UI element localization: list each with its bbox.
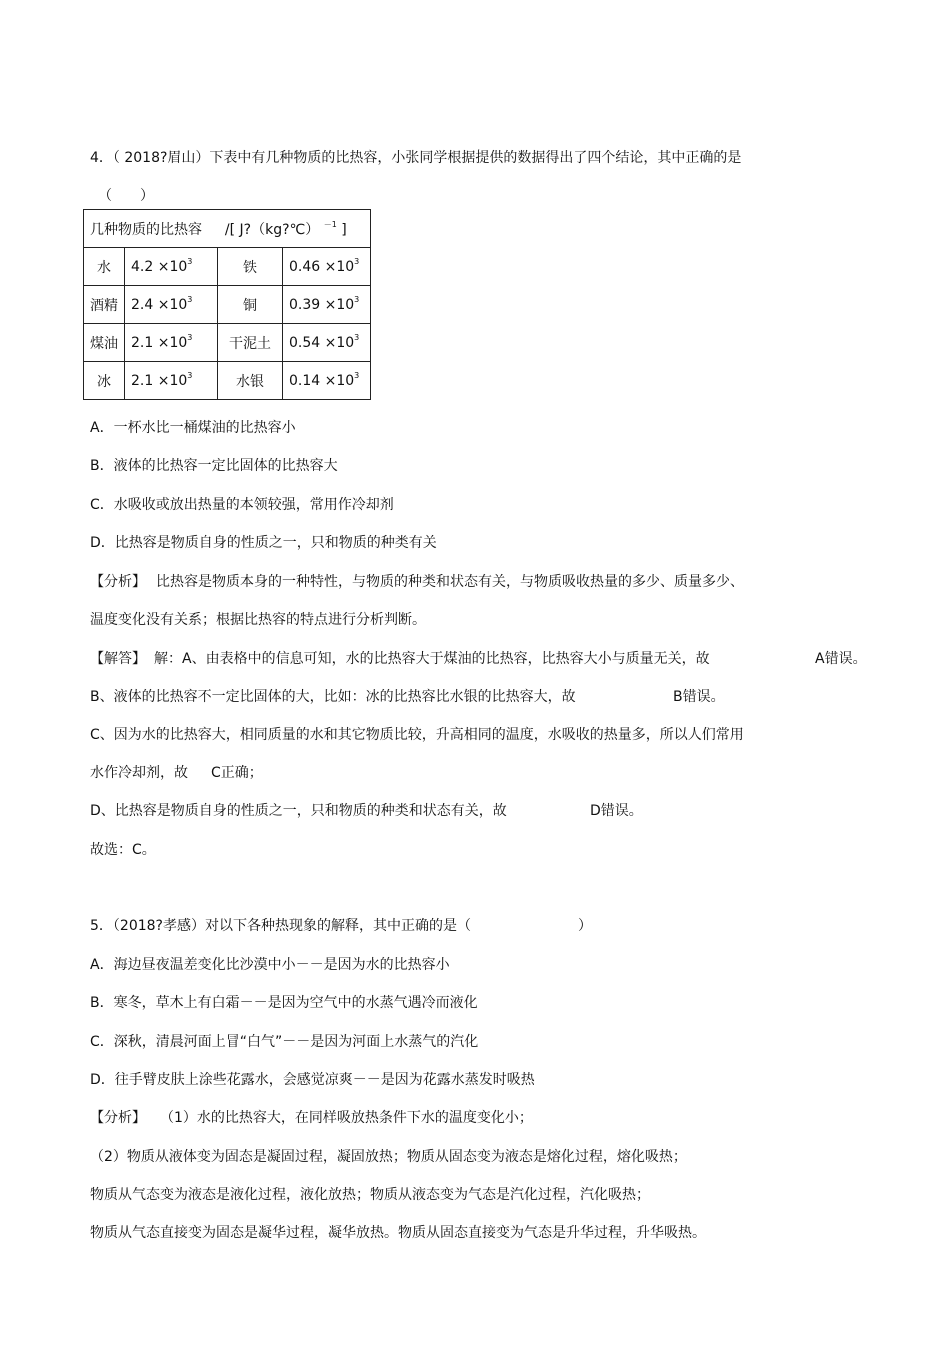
table-row <box>84 248 371 286</box>
substance-cell: 水银 <box>218 362 283 400</box>
q5-stem: 5．（2018?孝感）对以下各种热现象的解释，其中正确的是（ <box>90 918 471 934</box>
q4-solution-b-end: B错误。 <box>673 689 725 705</box>
q4-solution-c-cont: 水作冷却剂，故 <box>90 765 188 781</box>
q4-solution-c-end: C正确； <box>211 765 263 781</box>
substance-cell: 干泥土 <box>218 324 283 362</box>
table-row <box>84 362 371 400</box>
q5-analysis-line4: 物质从气态直接变为固态是凝华过程，凝华放热。物质从固态直接变为气态是升华过程，升华吸热。 <box>90 1225 706 1241</box>
q4-option-d: D．比热容是物质自身的性质之一，只和物质的种类有关 <box>90 535 437 551</box>
value-cell: $0.14 \times 10^3$ <box>283 362 371 400</box>
value-cell: $2.4 \times 10^3$ <box>125 286 218 324</box>
q4-analysis-cont: 温度变化没有关系；根据比热容的特点进行分析判断。 <box>90 612 426 628</box>
q4-solution-a: 【解答】 解：A、由表格中的信息可知，水的比热容大于煤油的比热容，比热容大小与质量无关，故 <box>90 651 710 667</box>
table-caption: 几种物质的比热容 <box>90 221 202 238</box>
table-unit-close: ] <box>341 221 347 238</box>
table-header-row <box>84 210 371 248</box>
q4-analysis <box>90 572 744 592</box>
table-row <box>84 324 371 362</box>
table-unit-exponent: －1 <box>323 219 337 229</box>
q4-solution-a-end: A错误。 <box>815 651 867 667</box>
substance-cell: 铜 <box>218 286 283 324</box>
analysis-label: 【分析】 <box>90 1110 146 1126</box>
q4-solution-d: D、比热容是物质自身的性质之一，只和物质的种类和状态有关，故 <box>90 803 507 819</box>
substance-cell: 冰 <box>84 362 125 400</box>
q4-solution-d-end: D错误。 <box>590 803 643 819</box>
q4-solution-b: B、液体的比热容不一定比固体的大，比如：冰的比热容比水银的比热容大，故 <box>90 689 576 705</box>
value-cell: $2.1 \times 10^3$ <box>125 324 218 362</box>
table-unit: /[ J?（kg?℃） <box>224 221 320 238</box>
q4-stem: 4．（ 2018?眉山）下表中有几种物质的比热容，小张同学根据提供的数据得出了四个结论，其中正确的是 <box>90 150 742 166</box>
q5-option-a: A．海边昼夜温差变化比沙漠中小－－是因为水的比热容小 <box>90 957 450 973</box>
value-cell: $4.2 \times 10^3$ <box>125 248 218 286</box>
substance-cell: 铁 <box>218 248 283 286</box>
analysis-label: 【分析】 <box>90 574 146 590</box>
q5-analysis-line3: 物质从气态变为液态是液化过程，液化放热；物质从液态变为气态是汽化过程，汽化吸热； <box>90 1187 650 1203</box>
q5-stem-end: ） <box>578 918 592 934</box>
substance-cell: 煤油 <box>84 324 125 362</box>
q5-analysis-line2: （2）物质从液体变为固态是凝固过程，凝固放热；物质从固态变为液态是熔化过程，熔化吸热； <box>90 1149 687 1165</box>
substance-cell: 水 <box>84 248 125 286</box>
analysis-text: （1）水的比热容大，在同样吸放热条件下水的温度变化小； <box>160 1110 533 1126</box>
value-cell: $0.54 \times 10^3$ <box>283 324 371 362</box>
q5-option-d: D．往手臂皮肤上涂些花露水，会感觉凉爽－－是因为花露水蒸发时吸热 <box>90 1072 535 1088</box>
value-cell: $0.46 \times 10^3$ <box>283 248 371 286</box>
specific-heat-table <box>83 209 371 400</box>
q4-option-a: A．一杯水比一桶煤油的比热容小 <box>90 420 296 436</box>
analysis-text: 比热容是物质本身的一种特性，与物质的种类和状态有关，与物质吸收热量的多少、质量多少、 <box>156 574 744 590</box>
value-cell: $0.39 \times 10^3$ <box>283 286 371 324</box>
q5-option-c: C．深秋，清晨河面上冒“白气”－－是因为河面上水蒸气的汽化 <box>90 1034 479 1050</box>
q5-option-b: B．寒冬，草木上有白霜－－是因为空气中的水蒸气遇冷而液化 <box>90 995 478 1011</box>
substance-cell: 酒精 <box>84 286 125 324</box>
q4-option-c: C．水吸收或放出热量的本领较强，常用作冷却剂 <box>90 497 394 513</box>
table-row <box>84 286 371 324</box>
q4-option-b: B．液体的比热容一定比固体的比热容大 <box>90 458 338 474</box>
q4-answer: 故选：C。 <box>90 842 156 858</box>
table-caption-cell <box>84 210 371 248</box>
q4-solution-c: C、因为水的比热容大，相同质量的水和其它物质比较，升高相同的温度，水吸收的热量多，所以人们常用 <box>90 727 744 743</box>
value-cell: $2.1 \times 10^3$ <box>125 362 218 400</box>
solution-label: 【解答】 <box>90 651 146 667</box>
q5-analysis <box>90 1108 533 1128</box>
q4-answer-paren: （ ） <box>98 188 154 204</box>
